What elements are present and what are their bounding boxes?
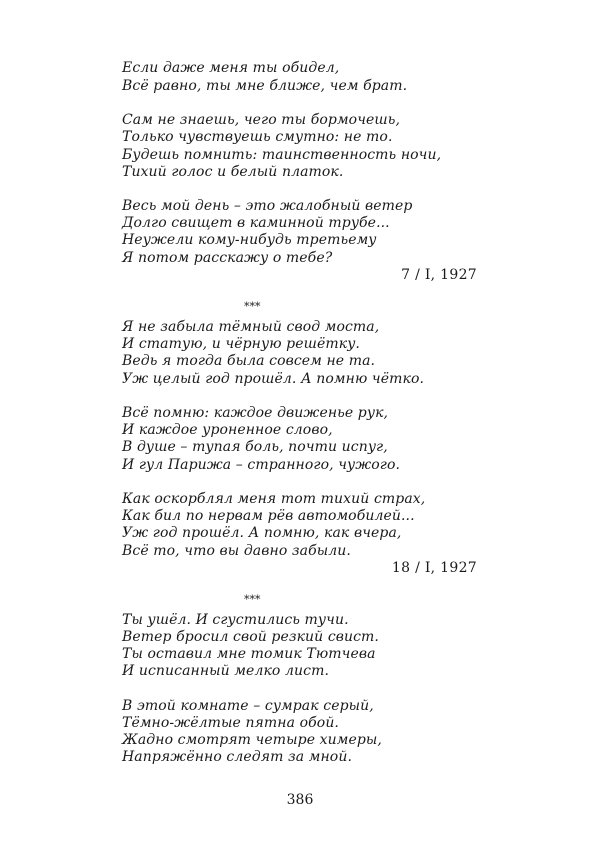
verse-line: Напряжённо следят за мной. [122,749,352,765]
section-separator: *** [244,300,261,313]
verse-line: Ветер бросил свой резкий свист. [122,629,379,645]
verse-line: Весь мой день – это жалобный ветер [122,198,413,214]
verse-line: Ты ушёл. И сгустились тучи. [122,612,349,628]
verse-line: Уж целый год прошёл. А помню чётко. [122,371,425,387]
verse-line: Ты оставил мне томик Тютчева [122,646,376,662]
verse-line: Если даже меня ты обидел, [122,60,340,76]
verse-line: И статую, и чёрную решётку. [122,336,360,352]
verse-line: Уж год прошёл. А помню, как вчера, [122,525,402,541]
verse-line: Тихий голос и белый платок. [122,164,344,180]
page-number: 386 [286,792,314,808]
poem-date: 18 / I, 1927 [391,560,477,576]
verse-line: Всё равно, ты мне ближе, чем брат. [122,78,408,94]
verse-line: Только чувствуешь смутно: не то. [122,129,393,145]
verse-line: Жадно смотрят четыре химеры, [122,732,382,748]
poem-date: 7 / I, 1927 [401,267,477,283]
verse-line: Тёмно-жёлтые пятна обой. [122,715,339,731]
verse-line: Долго свищет в каминной трубе... [122,215,390,231]
verse-line: Я не забыла тёмный свод моста, [122,319,380,335]
verse-line: И каждое уроненное слово, [122,422,333,438]
verse-line: Ведь я тогда была совсем не та. [122,353,376,369]
verse-line: В душе – тупая боль, почти испуг, [122,439,388,455]
verse-line: Всё помню: каждое движенье рук, [122,405,389,421]
section-separator: *** [244,593,261,606]
verse-line: Я потом расскажу о тебе? [122,250,333,266]
verse-line: Неужели кому-нибудь третьему [122,232,377,248]
verse-line: И исписанный мелко лист. [122,663,329,679]
verse-line: В этой комнате – сумрак серый, [122,698,374,714]
verse-line: Сам не знаешь, чего ты бормочешь, [122,112,401,128]
verse-line: И гул Парижа – странного, чужого. [122,457,401,473]
verse-line: Будешь помнить: таинственность ночи, [122,147,442,163]
verse-line: Всё то, что вы давно забыли. [122,543,351,559]
verse-line: Как оскорблял меня тот тихий страх, [122,491,426,507]
verse-line: Как бил по нервам рёв автомобилей... [122,508,415,524]
